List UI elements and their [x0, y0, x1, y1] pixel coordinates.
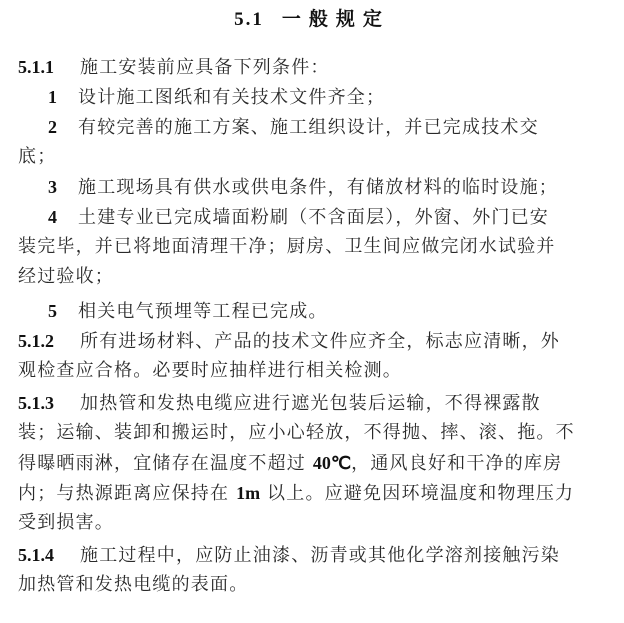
continuation-line [18, 448, 608, 479]
clause-5-1-3 [18, 388, 608, 419]
continuation-line [18, 232, 608, 262]
temperature-value: 40℃ [312, 453, 352, 473]
continuation-line [18, 142, 608, 172]
clause-text: 以上。应避免因环境温度和物理压力 [260, 483, 575, 504]
section-number: 5.1 [234, 9, 264, 30]
item-number: 1 [48, 87, 57, 107]
section-title [0, 4, 624, 31]
continuation-line [18, 570, 608, 600]
item-text: 土建专业已完成墙面粉刷（不含面层），外窗、外门已安 [78, 207, 549, 228]
item-text: 装完毕，并已将地面清理干净；厨房、卫生间应做完闭水试验并 [18, 236, 556, 257]
clause-number: 5.1.2 [18, 331, 54, 351]
continuation-line [18, 508, 608, 538]
item-text: 经过验收； [18, 266, 114, 287]
clause-5-1-1 [18, 52, 608, 83]
item-text: 有较完善的施工方案、施工组织设计，并已完成技术交 [78, 117, 539, 138]
clause-text: 加热管和发热电缆的表面。 [18, 574, 249, 595]
clause-text: 观检查应合格。必要时应抽样进行相关检测。 [18, 360, 402, 381]
item-text: 施工现场具有供水或供电条件，有储放材料的临时设施； [78, 177, 558, 198]
list-item-1 [18, 82, 608, 113]
item-text: 底； [18, 146, 57, 167]
distance-value: 1m [236, 483, 261, 503]
continuation-line [18, 262, 608, 292]
clause-5-1-2 [18, 326, 608, 357]
clause-text: 施工过程中，应防止油漆、沥青或其他化学溶剂接触污染 [80, 545, 560, 566]
item-number: 3 [48, 177, 57, 197]
clause-5-1-4 [18, 540, 608, 571]
clause-text: 施工安装前应具备下列条件： [80, 57, 330, 78]
clause-text: ，通风良好和干净的库房 [351, 453, 563, 474]
continuation-line [18, 478, 608, 509]
clause-text: 所有进场材料、产品的技术文件应齐全，标志应清晰，外 [80, 331, 560, 352]
continuation-line [18, 418, 608, 448]
item-text: 设计施工图纸和有关技术文件齐全； [78, 87, 386, 108]
item-number: 4 [48, 207, 57, 227]
clause-text: 装；运输、装卸和搬运时，应小心轻放，不得抛、摔、滚、拖。不 [18, 422, 575, 443]
clause-number: 5.1.3 [18, 393, 54, 413]
item-number: 2 [48, 117, 57, 137]
item-text: 相关电气预埋等工程已完成。 [78, 301, 328, 322]
list-item-2 [18, 112, 608, 143]
section-heading: 一般规定 [281, 8, 390, 30]
clause-text: 内；与热源距离应保持在 [18, 483, 237, 504]
clause-number: 5.1.1 [18, 57, 54, 77]
continuation-line [18, 356, 608, 386]
clause-text: 受到损害。 [18, 512, 114, 533]
clause-text: 加热管和发热电缆应进行遮光包装后运输，不得裸露散 [80, 393, 541, 414]
clause-text: 得曝晒雨淋，宜储存在温度不超过 [18, 453, 313, 474]
list-item-4 [18, 202, 608, 233]
list-item-3 [18, 172, 608, 203]
clause-number: 5.1.4 [18, 545, 54, 565]
list-item-5 [18, 296, 608, 327]
item-number: 5 [48, 301, 57, 321]
